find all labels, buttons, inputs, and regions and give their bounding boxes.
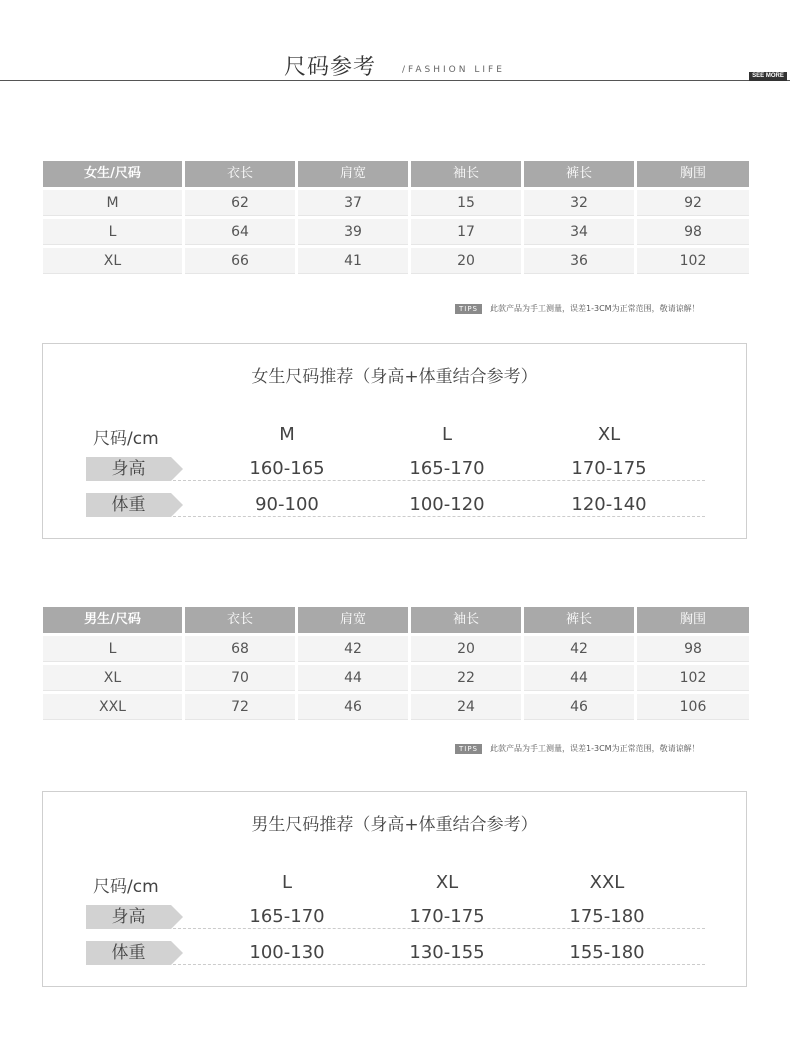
women-size-table <box>43 161 749 277</box>
weight-tag <box>86 941 171 965</box>
height-range: 160-165 <box>249 458 325 479</box>
dashed-divider <box>173 928 705 929</box>
table-header-row <box>43 161 749 190</box>
table-cell: L <box>43 219 182 245</box>
table-header-cell: 裤长 <box>524 607 634 633</box>
table-header-cell: 胸围 <box>637 161 749 187</box>
table-row <box>43 219 749 248</box>
women-size-recommendation <box>42 343 747 539</box>
table-header-cell: 裤长 <box>524 161 634 187</box>
table-header-cell: 女生/尺码 <box>43 161 182 187</box>
height-range: 175-180 <box>569 906 645 927</box>
table-cell: 92 <box>637 190 749 216</box>
table-row <box>43 694 749 723</box>
table-cell: 70 <box>185 665 295 691</box>
size-label: L <box>441 424 453 445</box>
dashed-divider <box>173 480 705 481</box>
table-cell: 42 <box>524 636 634 662</box>
table-cell: 39 <box>298 219 408 245</box>
table-cell: XXL <box>43 694 182 720</box>
table-cell: 98 <box>637 219 749 245</box>
table-cell: 20 <box>411 636 521 662</box>
weight-range: 100-130 <box>249 942 325 963</box>
table-cell: 44 <box>298 665 408 691</box>
weight-label: 体重 <box>111 495 146 515</box>
table-cell: 42 <box>298 636 408 662</box>
table-cell: XL <box>43 248 182 274</box>
table-cell: 46 <box>524 694 634 720</box>
page-title: 尺码参考 <box>284 55 377 80</box>
recommendation-title: 男生尺码推荐（身高+体重结合参考） <box>251 815 538 835</box>
men-size-recommendation <box>42 791 747 987</box>
table-cell: 37 <box>298 190 408 216</box>
tips-text: 此款产品为手工测量，误差1-3CM为正常范围，敬请谅解！ <box>490 744 700 753</box>
tag-arrow <box>171 493 183 517</box>
table-row <box>43 248 749 277</box>
dashed-divider <box>173 516 705 517</box>
table-cell: 46 <box>298 694 408 720</box>
table-cell: 20 <box>411 248 521 274</box>
height-label: 身高 <box>111 459 146 479</box>
size-unit-label: 尺码/cm <box>93 877 159 897</box>
size-label: XXL <box>589 872 625 893</box>
table-cell: 15 <box>411 190 521 216</box>
table-cell: 106 <box>637 694 749 720</box>
table-header-cell: 胸围 <box>637 607 749 633</box>
tag-arrow <box>171 941 183 965</box>
table-header-cell: 衣长 <box>185 607 295 633</box>
women-tips <box>455 303 700 314</box>
weight-range: 100-120 <box>409 494 485 515</box>
table-cell: 66 <box>185 248 295 274</box>
tag-arrow <box>171 905 183 929</box>
weight-label: 体重 <box>111 943 146 963</box>
table-cell: L <box>43 636 182 662</box>
height-range: 170-175 <box>571 458 647 479</box>
table-cell: 32 <box>524 190 634 216</box>
tips-badge: TIPS <box>455 304 482 314</box>
table-cell: 44 <box>524 665 634 691</box>
table-cell: 72 <box>185 694 295 720</box>
tips-badge: TIPS <box>455 744 482 754</box>
table-cell: XL <box>43 665 182 691</box>
table-header-cell: 衣长 <box>185 161 295 187</box>
table-header-cell: 肩宽 <box>298 607 408 633</box>
weight-range: 130-155 <box>409 942 485 963</box>
table-header-cell: 袖长 <box>411 161 521 187</box>
table-row <box>43 190 749 219</box>
table-row <box>43 665 749 694</box>
table-cell: 102 <box>637 248 749 274</box>
weight-range: 120-140 <box>571 494 647 515</box>
header-divider <box>0 80 790 81</box>
height-label: 身高 <box>111 907 146 927</box>
size-label: M <box>279 424 295 445</box>
tips-text: 此款产品为手工测量，误差1-3CM为正常范围，敬请谅解！ <box>490 304 700 313</box>
weight-range: 155-180 <box>569 942 645 963</box>
recommendation-title: 女生尺码推荐（身高+体重结合参考） <box>251 367 538 387</box>
size-label: L <box>281 872 293 893</box>
table-cell: 22 <box>411 665 521 691</box>
table-cell: 17 <box>411 219 521 245</box>
page-subtitle: /FASHION LIFE <box>402 65 505 75</box>
table-cell: 24 <box>411 694 521 720</box>
page-header <box>0 0 790 90</box>
height-tag <box>86 457 171 481</box>
table-cell: 98 <box>637 636 749 662</box>
table-cell: 68 <box>185 636 295 662</box>
men-size-table <box>43 607 749 723</box>
weight-tag <box>86 493 171 517</box>
dashed-divider <box>173 964 705 965</box>
table-cell: M <box>43 190 182 216</box>
table-cell: 102 <box>637 665 749 691</box>
table-cell: 64 <box>185 219 295 245</box>
size-label: XL <box>435 872 459 893</box>
height-range: 165-170 <box>409 458 485 479</box>
table-header-cell: 肩宽 <box>298 161 408 187</box>
size-unit-label: 尺码/cm <box>93 429 159 449</box>
table-cell: 36 <box>524 248 634 274</box>
see-more-badge[interactable]: SEE MORE <box>749 72 787 81</box>
height-range: 170-175 <box>409 906 485 927</box>
table-cell: 34 <box>524 219 634 245</box>
table-header-row <box>43 607 749 636</box>
table-cell: 62 <box>185 190 295 216</box>
size-label: XL <box>597 424 621 445</box>
men-tips <box>455 743 700 754</box>
weight-range: 90-100 <box>255 494 319 515</box>
tag-arrow <box>171 457 183 481</box>
table-row <box>43 636 749 665</box>
table-header-cell: 男生/尺码 <box>43 607 182 633</box>
table-header-cell: 袖长 <box>411 607 521 633</box>
table-cell: 41 <box>298 248 408 274</box>
height-tag <box>86 905 171 929</box>
height-range: 165-170 <box>249 906 325 927</box>
